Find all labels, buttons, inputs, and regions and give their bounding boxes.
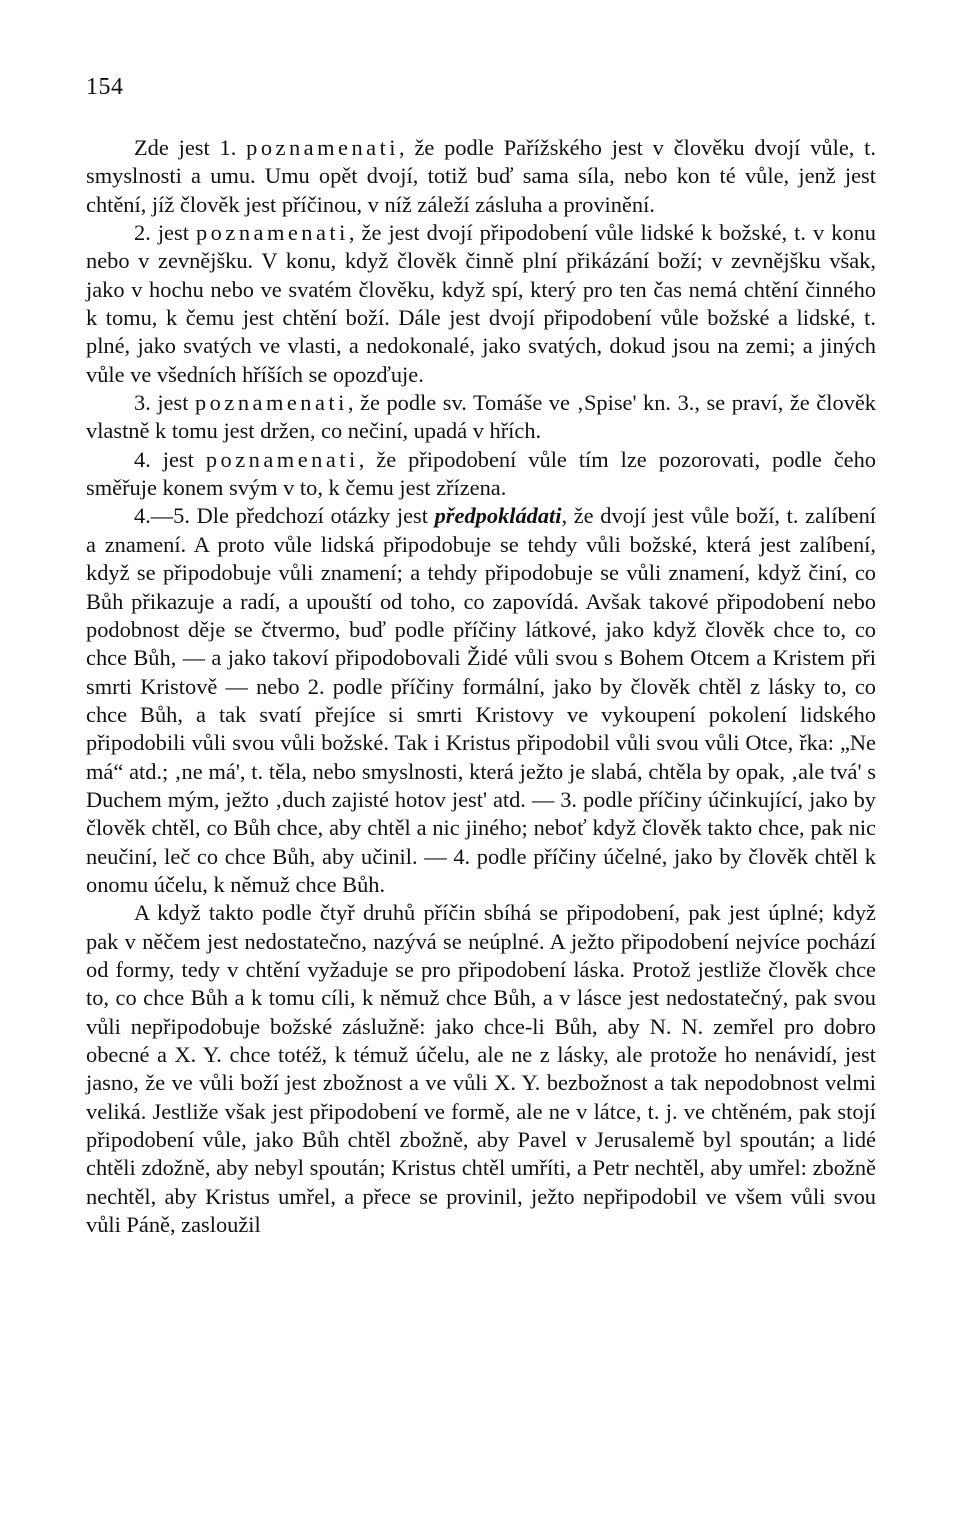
paragraph-p2 <box>86 219 876 389</box>
text-segment: , že jest dvojí připodobení vůle lidské k božské, t. v konu nebo v zevnějšku. V konu, když člověk činně plní přikázání boží; v zevnějšku však, jako v hochu nebo ve svatém člověku, když spí, který pro ten čas nemá chtění činného k tomu, k čemu jest chtění boží. Dále jest dvojí připodobení vůle božské a lidské, t. plné, jako svatých ve vlasti, a nedokonalé, jako svatých, dokud jsou na zemi; a jiných vůle ve všedních hříších se opozďuje. <box>86 220 876 387</box>
spaced-emphasis: poznamenati <box>194 390 348 416</box>
text-segment: Zde jest 1. <box>134 135 247 160</box>
italic-emphasis: předpokládati <box>434 503 562 529</box>
paragraph-p4 <box>86 446 876 503</box>
text-segment: A když takto podle čtyř druhů příčin sbíhá se připodobení, pak jest úplné; když pak v něčem jest nedostatečno, nazývá se neúplné. A ježto připodobení nejvíce pochází od formy, tedy v chtění vyžaduje se pro připodobení láska. Protož jestliže člověk chce to, co chce Bůh a k tomu cíli, k němuž chce Bůh, a v lásce jest nedostatečný, pak svou vůli nepřipodobuje božské záslužně: jako chce-li Bůh, aby N. N. zemřel pro dobro obecné a X. Y. chce totéž, k témuž účelu, ale ne z lásky, ale protože ho nenávidí, jest jasno, že ve vůli boží jest zbožnost a ve vůli X. Y. bezbožnost a tak nepodobnost velmi veliká. Jestliže však jest připodobení ve formě, ale ne v látce, t. j. ve chtěném, pak stojí připodobení vůle, jako Bůh chtěl zbožně, aby Pavel v Jerusalemě byl spoután; a lidé chtěli zdožně, aby nebyl spoután; Kristus chtěl umříti, a Petr nechtěl, aby umřel: zbožně nechtěl, aby Kristus umřel, a přece se provinil, ježto nepřipodobil ve všem vůli svou vůli Páně, zasloužil <box>86 900 876 1238</box>
text-segment: 2. jest <box>134 220 196 246</box>
text-segment: , že dvojí jest vůle boží, t. zalíbení a znamení. A proto vůle lidská připodobuje se tehdy vůli božské, která jest zalíbení, když se připodobuje vůli znamení; a tehdy připodobuje se vůli znamení, když činí, co Bůh přikazuje a radí, a upouští od toho, co zapovídá. Avšak takové připodobení nebo podobnost děje se čtvermo, buď podle příčiny látkové, jako když člověk chce to, co chce Bůh, — a jako takoví připodobovali Židé vůli svou s Bohem Otcem a Kristem při smrti Kristově — nebo 2. podle příčiny formální, jako by člověk chtěl z lásky to, co chce Bůh, a tak svatí přejíce si smrti Kristovy ve vykoupení pokolení lidského připodobili vůli svou vůli božské. Tak i Kristus připodobil vůli svou vůli Otce, řka: „Ne má“ atd.; ‚ne má', t. těla, nebo smyslnosti, která ježto je slabá, chtěla by opak, ‚ale tvá' s Duchem mým, ježto ‚duch zajisté hotov jest' atd. — 3. podle příčiny účinkující, jako by člověk chtěl, co Bůh chce, aby chtěl a nic jiného; neboť když člověk takto chce, pak nic neučiní, leč co chce Bůh, aby učinil. — 4. podle příčiny účelné, jako by člověk chtěl k onomu účelu, k němuž chce Bůh. <box>86 503 876 897</box>
text-segment: 3. jest <box>134 390 195 416</box>
spaced-emphasis: poznamenati <box>246 135 400 160</box>
text-segment: , že podle Pařížského jest v člověku dvojí vůle, t. smyslnosti a umu. Umu opět dvojí, totiž buď sama síla, nebo kon té vůle, jenž jest chtění, jíž člověk jest příčinou, v níž záleží zásluha a provinění. <box>86 135 876 217</box>
text-segment: , že připodobení vůle tím lze pozorovati, podle čeho směřuje konem svým v to, k čemu jest zřízena. <box>86 446 876 501</box>
paragraph-p3 <box>86 389 876 446</box>
paragraph-p1 <box>86 134 876 219</box>
spaced-emphasis: poznamenati <box>205 446 359 472</box>
body-text <box>86 134 876 1239</box>
text-segment: 4. jest <box>134 446 206 472</box>
page-number: 154 <box>86 74 124 100</box>
paragraph-p5 <box>86 502 876 899</box>
text-segment: 4.—5. Dle předchozí otázky jest <box>134 503 435 529</box>
spaced-emphasis: poznamenati <box>195 220 349 246</box>
paragraph-p6 <box>86 899 876 1239</box>
text-segment: , že podle sv. Tomáše ve ‚Spise' kn. 3., se praví, že člověk vlastně k tomu jest držen, co nečiní, upadá v hřích. <box>86 390 876 444</box>
